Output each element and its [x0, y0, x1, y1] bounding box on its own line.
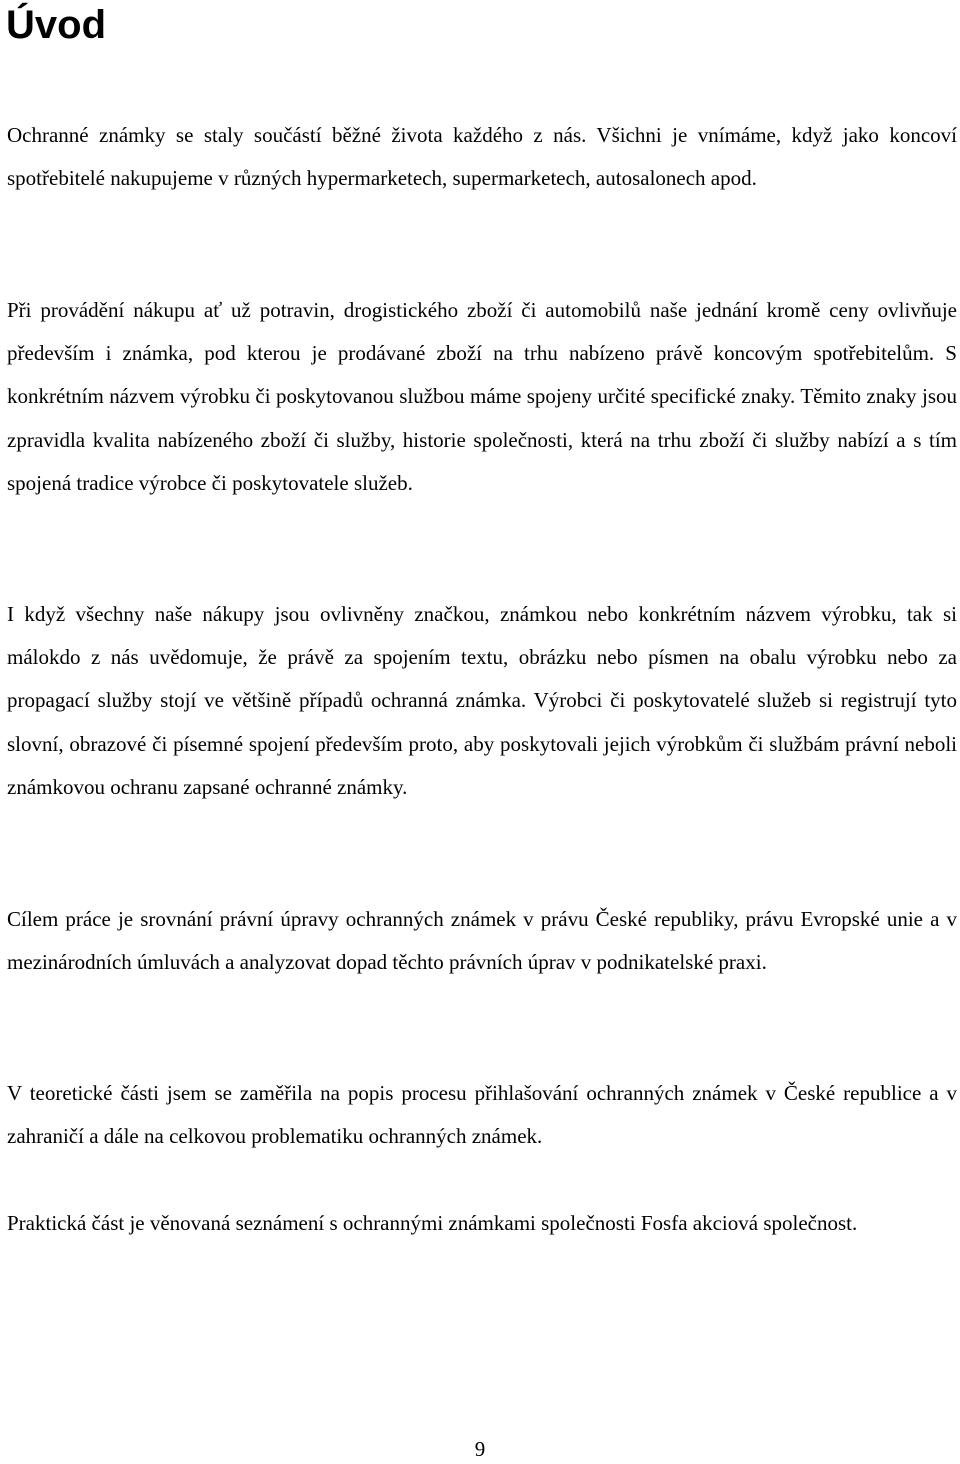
purchase-paragraph: Při provádění nákupu ať už potravin, drogistického zboží či automobilů naše jednání kromě ceny ovlivňuje především i známka, pod kterou je prodávané zboží na trhu nabízeno právě koncovým spotřebitelům. S konkrétním názvem výrobku či poskytovanou službou máme spojeny určité specifické znaky. Těmito znaky jsou zpravidla kvalita nabízeného zboží či služby, historie společnosti, která na trhu zboží či služby nabízí a s tím spojená tradice výrobce či poskytovatele služeb.: [7, 298, 957, 495]
practice-paragraph: Praktická část je věnovaná seznámení s ochrannými známkami společnosti Fosfa akciová společnost.: [7, 1211, 858, 1235]
branding-paragraph: I když všechny naše nákupy jsou ovlivněny značkou, známkou nebo konkrétním názvem výrobku, tak si málokdo z nás uvědomuje, že právě za spojením textu, obrázku nebo písmen na obalu výrobku nebo za propagací služby stojí ve většině případů ochranná známka. Výrobci či poskytovatelé služeb si registrují tyto slovní, obrazové či písemné spojení především proto, aby poskytovali jejich výrobkům či službám právní neboli známkovou ochranu zapsané ochranné známky.: [7, 602, 957, 799]
theory-paragraph: V teoretické části jsem se zaměřila na popis procesu přihlašování ochranných známek v České republice a v zahraničí a dále na celkovou problematiku ochranných známek.: [7, 1081, 957, 1149]
intro-paragraph: Ochranné známky se staly součástí běžné života každého z nás. Všichni je vnímáme, když jako koncoví spotřebitelé nakupujeme v různých hypermarketech, supermarketech, autosalonech apod.: [7, 123, 957, 191]
page-number: 9: [474, 1437, 486, 1461]
aim-paragraph: Cílem práce je srovnání právní úpravy ochranných známek v právu České republiky, právu Evropské unie a v mezinárodních úmluvách a analyzovat dopad těchto právních úprav v podnikatelské praxi.: [7, 907, 957, 975]
page-heading: Úvod: [6, 3, 106, 47]
